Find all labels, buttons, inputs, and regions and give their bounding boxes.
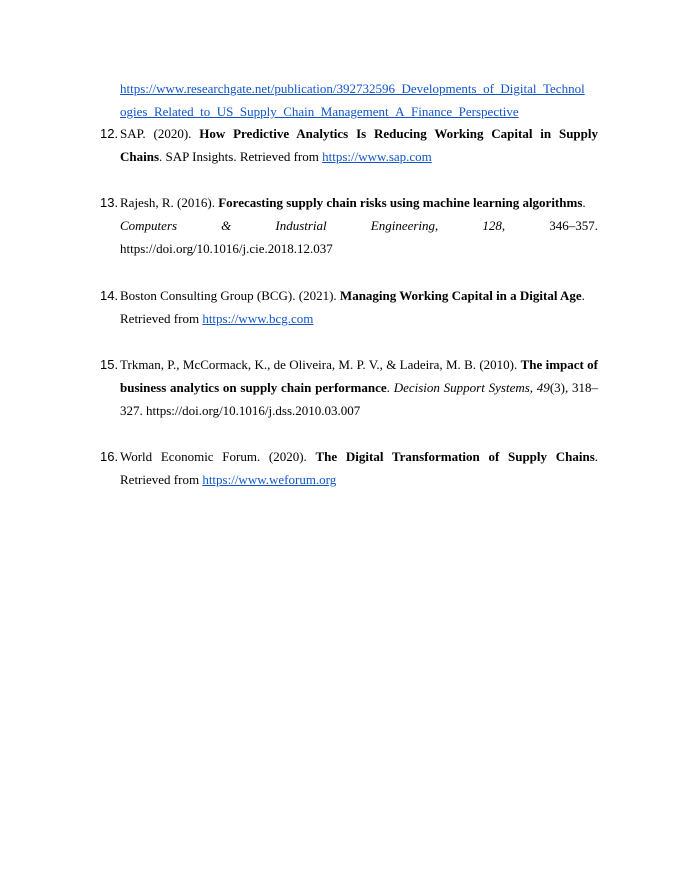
journal-word: & bbox=[221, 218, 232, 233]
reference-author-year: World Economic Forum. (2020). bbox=[120, 449, 316, 464]
reference-title: The Digital Transformation of Supply Chains bbox=[315, 449, 595, 464]
journal-volume: 128 bbox=[482, 218, 502, 233]
reference-after-title: . bbox=[581, 288, 585, 303]
reference-title: Managing Working Capital in a Digital Age bbox=[339, 288, 582, 303]
reference-after-title: . bbox=[386, 380, 394, 395]
reference-number: 13. bbox=[100, 195, 119, 210]
continued-reference-url[interactable] bbox=[120, 77, 598, 123]
reference-author-year: Trkman, P., McCormack, K., de Oliveira, M. P. V., & Ladeira, M. B. (2010). bbox=[120, 357, 521, 372]
reference-title: How Predictive Analytics Is Reducing Working Capital in Supply bbox=[199, 126, 598, 141]
reference-after-title: . bbox=[594, 449, 598, 464]
reference-number: 14. bbox=[100, 288, 119, 303]
reference-number: 15. bbox=[100, 357, 119, 372]
url-line-1[interactable]: https://www.researchgate.net/publication/392732596_Developments_of_Digital_Technol bbox=[120, 81, 585, 96]
reference-13 bbox=[100, 191, 598, 260]
reference-15 bbox=[100, 353, 598, 422]
journal-word: Engineering, bbox=[370, 218, 439, 233]
reference-retrieved: Retrieved from bbox=[120, 472, 203, 487]
reference-number: 16. bbox=[100, 449, 119, 464]
journal-pages: 346–357. bbox=[549, 218, 598, 233]
reference-author-year: Boston Consulting Group (BCG). (2021). bbox=[120, 288, 340, 303]
reference-14 bbox=[100, 284, 598, 330]
reference-link[interactable]: https://www.bcg.com bbox=[202, 311, 314, 326]
journal-word: Computers bbox=[120, 218, 178, 233]
reference-title: Forecasting supply chain risks using machine learning algorithms bbox=[218, 195, 583, 210]
reference-journal-line: Computers & Industrial Engineering, 128, 346–357. bbox=[120, 214, 598, 237]
reference-after-title: . SAP Insights. Retrieved from bbox=[159, 149, 323, 164]
reference-12 bbox=[100, 122, 598, 168]
url-line-2[interactable]: ogies_Related_to_US_Supply_Chain_Management_A_Finance_Perspective bbox=[120, 104, 519, 119]
reference-retrieved: Retrieved from bbox=[120, 311, 203, 326]
reference-after-title: . bbox=[582, 195, 586, 210]
reference-author-year: SAP. (2020). bbox=[120, 126, 200, 141]
reference-title-end: Chains bbox=[120, 149, 160, 164]
reference-journal: Decision Support Systems, 49 bbox=[393, 380, 550, 395]
reference-link[interactable]: https://www.sap.com bbox=[322, 149, 432, 164]
reference-16 bbox=[100, 445, 598, 491]
reference-link[interactable]: https://www.weforum.org bbox=[202, 472, 337, 487]
reference-title: The impact of business analytics on supply chain performance bbox=[120, 357, 599, 395]
reference-issue-pages: (3), 318–327. https://doi.org/10.1016/j.dss.2010.03.007 bbox=[120, 380, 598, 418]
journal-word: Industrial bbox=[275, 218, 327, 233]
reference-number: 12. bbox=[100, 126, 119, 141]
reference-author-year: Rajesh, R. (2016). bbox=[120, 195, 219, 210]
reference-doi: https://doi.org/10.1016/j.cie.2018.12.037 bbox=[120, 241, 333, 256]
